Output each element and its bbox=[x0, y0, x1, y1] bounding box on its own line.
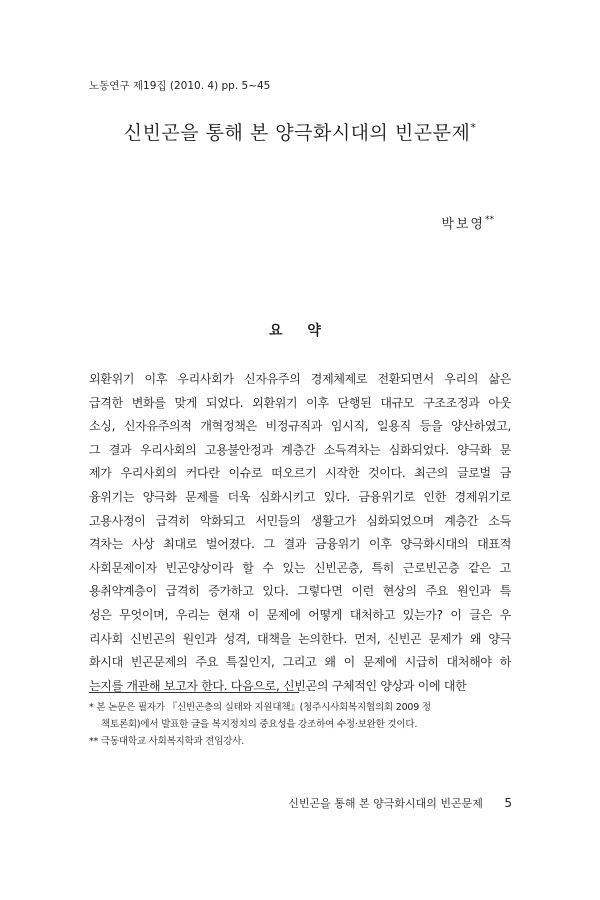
abstract-line: 고용사정이 급격히 악화되고 서민들의 생활고가 심화되었으며 계층간 소득 bbox=[89, 513, 511, 528]
abstract-line: 는지를 개관해 보고자 한다. 다음으로, 신빈곤의 구체적인 양상과 이에 대한 bbox=[89, 678, 467, 693]
abstract-line: 그 결과 우리사회의 고용불안정과 계층간 소득격차는 심화되었다. 양극화 문 bbox=[89, 442, 511, 457]
running-footer bbox=[288, 795, 512, 811]
article-title-text: 신빈곤을 통해 본 양극화시대의 빈곤문제 bbox=[123, 122, 471, 144]
footnote-1-line-2: 책토론회)에서 발표한 글을 복지정치의 중요성을 강조하여 수정·보완한 것이다. bbox=[101, 719, 418, 730]
abstract-line: 리사회 신빈곤의 원인과 성격, 대책을 논의한다. 먼저, 신빈곤 문제가 왜 양극 bbox=[89, 631, 511, 646]
abstract-line: 화시대 빈곤문제의 주요 특질인지, 그리고 왜 이 문제에 시급히 대처해야 하 bbox=[89, 655, 511, 670]
abstract-line: 사회문제이자 빈곤양상이라 할 수 있는 신빈곤층, 특히 근로빈곤층 같은 고 bbox=[89, 560, 511, 575]
page-number: 5 bbox=[504, 796, 512, 810]
author-footnote-mark: ** bbox=[485, 215, 494, 225]
abstract-line: 외환위기 이후 우리사회가 신자유주의 경제체제로 전환되면서 우리의 삶은 bbox=[89, 372, 511, 386]
author-name: 박보영 bbox=[441, 217, 485, 232]
footnote-2: ** 극동대학교 사회복지학과 전임강사. bbox=[89, 736, 245, 747]
footnote-1-line-1: * 본 논문은 필자가 『신빈곤층의 실태와 지원대책』(청주시사회복지협의회 2009 정 bbox=[89, 702, 431, 713]
running-footer-title: 신빈곤을 통해 본 양극화시대의 빈곤문제 bbox=[288, 797, 483, 810]
abstract-line: 융위기는 양극화 문제를 더욱 심화시키고 있다. 금융위기로 인한 경제위기로 bbox=[89, 489, 511, 504]
abstract-line: 용취약계층이 급격히 증가하고 있다. 그렇다면 이런 현상의 주요 원인과 특 bbox=[89, 584, 511, 599]
title-block bbox=[0, 118, 600, 145]
abstract-line: 급격한 변화를 맞게 되었다. 외환위기 이후 단행된 대규모 구조조정과 아웃 bbox=[89, 395, 511, 410]
abstract-line: 성은 무엇이며, 우리는 현재 이 문제에 어떻게 대처하고 있는가? 이 글은 우 bbox=[89, 607, 511, 622]
author bbox=[441, 213, 494, 232]
abstract-line: 제가 우리사회의 커다란 이슈로 떠오르기 시작한 것이다. 최근의 글로벌 금 bbox=[89, 466, 511, 481]
abstract-body bbox=[89, 368, 511, 698]
footnote-divider bbox=[89, 692, 299, 693]
article-title bbox=[124, 122, 477, 144]
journal-info: 노동연구 제19집 (2010. 4) pp. 5~45 bbox=[89, 80, 271, 92]
abstract-line: 격차는 사상 최대로 벌어졌다. 그 결과 금융위기 이후 양극화시대의 대표적 bbox=[89, 537, 511, 552]
abstract-heading: 요 약 bbox=[269, 323, 331, 339]
title-footnote-mark: * bbox=[470, 121, 477, 134]
abstract-line: 소싱, 신자유주의적 개혁정책은 비정규직과 임시직, 일용직 등을 양산하였고, bbox=[89, 419, 511, 434]
footnotes bbox=[89, 699, 514, 750]
